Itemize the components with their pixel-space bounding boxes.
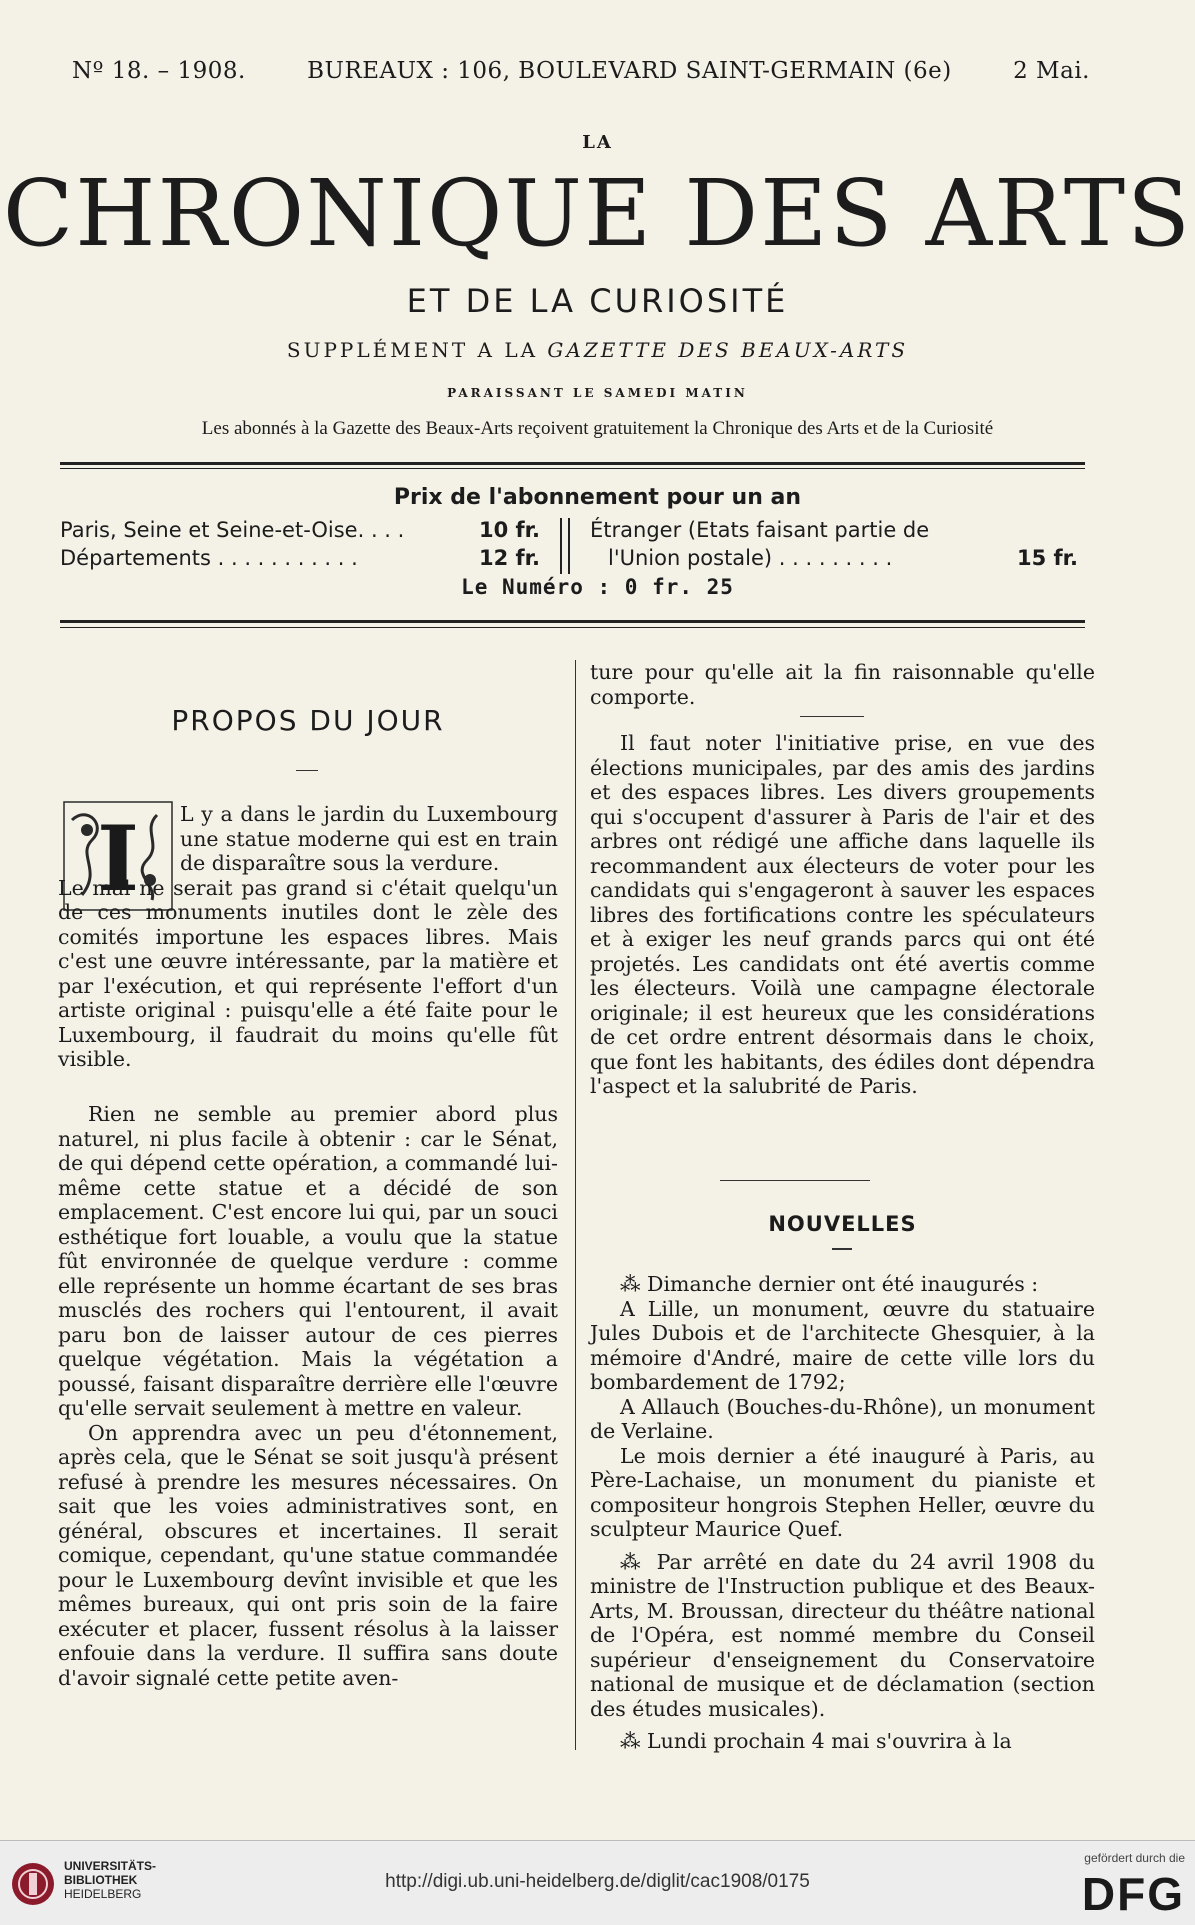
uni-line-3: HEIDELBERG [64,1887,142,1901]
heading-dash [296,770,318,771]
news-item-1a: A Lille, un monument, œuvre du statuaire Jules Dubois et de l'architecte Ghesquier, à la mémoire d'André, maire de cette ville lors du bombardement de 1792; [590,1296,1095,1394]
office-address: BUREAUX : 106, BOULEVARD SAINT-GERMAIN (6e) [307,58,952,84]
price-row-etranger [608,546,1078,570]
supplement-prefix: SUPPLÉMENT A LA [286,338,539,362]
schedule-line: PARAISSANT LE SAMEDI MATIN [447,386,748,400]
dfg-logo: DFG [1081,1868,1185,1920]
masthead-article: LA [582,132,613,153]
nouvelles-body [590,1272,1095,1754]
section-ornament-rule [720,1180,870,1181]
supplement-line [0,338,1195,362]
etranger-price: 15 fr. [1016,546,1078,570]
tagline: Les abonnés à la Gazette des Beaux-Arts reçoivent gratuitement la Chronique des Arts et de la Curiosité [201,418,994,439]
paris-price: 10 fr. [478,518,540,542]
drop-cap-letter: I [96,806,140,912]
source-url-link[interactable]: http://digi.ub.uni-heidelberg.de/diglit/cac1908/0175 [385,1871,810,1892]
funded-by-text: gefördert durch die [1084,1851,1185,1865]
masthead-title: CHRONIQUE DES ARTS [2,160,1193,267]
propos-p1-first: L y a dans le jardin du Luxembourg une statue moderne qui est en train de disparaître sous la verdure. [180,802,558,875]
supplement-title: GAZETTE DES BEAUX-ARTS [547,338,909,362]
header-line [72,58,1090,84]
numero-price: Le Numéro : 0 fr. 25 [461,575,734,599]
issue-date: 2 Mai. [1013,58,1090,84]
paris-label: Paris, Seine et Seine-et-Oise. . . . [60,518,405,542]
paragraph-separator [800,716,864,717]
digitization-footer [0,1840,1195,1925]
masthead-subtitle: ET DE LA CURIOSITÉ [406,282,789,320]
issue-number: Nº 18. – 1908. [72,58,246,84]
propos-paragraph-3: On apprendra avec un peu d'étonnement, après cela, que le Sénat se soit jusqu'à présent refusé à prendre les mesures nécessaires. On sait que les voies administratives sont, en général, obscures et incertaines. Il serait comique, cependant, qu'une statue commandée pour le Luxembourg devînt invisible et que les mêmes bureaux, qui ont pris soin de la faire exécuter et placer, fussent résolus à la laisser enfouie dans la verdure. Il suffira sans doute d'avoir signalé cette petite aven- [58,1420,558,1690]
news-item-3: ⁂ Lundi prochain 4 mai s'ouvrira à la [620,1729,1012,1753]
nouvelles-heading: NOUVELLES [768,1212,917,1236]
subscription-title: Prix de l'abonnement pour un an [393,485,802,510]
news-item-1c: Le mois dernier a été inauguré à Paris, au Père-Lachaise, un monument du pianiste et compositeur hongrois Stephen Heller, œuvre du sculpteur Maurice Quef. [590,1443,1095,1541]
news-item-1b: A Allauch (Bouches-du-Rhône), un monument de Verlaine. [590,1394,1095,1443]
price-row-departements [60,546,540,570]
propos-left-body [58,1102,558,1690]
etranger-label: l'Union postale) . . . . . . . . . [608,546,893,570]
price-separator [560,518,570,574]
departements-label: Départements . . . . . . . . . . . [60,546,358,570]
propos-p1-rest: Le mal ne serait pas grand si c'était quelqu'un de ces monuments inutiles dont le zèle des comités importune les espaces libres. Mais c'est une œuvre intéressante, par la matière et par l'exécution, et qui représente l'effort d'un artiste original : puisqu'elle a été faite pour le Luxembourg, il faudrait du moins qu'elle fût visible. [58,875,558,1071]
price-row-paris [60,518,540,542]
uni-line-2: BIBLIOTHEK [64,1873,138,1887]
propos-paragraph-4: Il faut noter l'initiative prise, en vue des élections municipales, par des amis des jardins et des espaces libres. Les divers groupements qui s'occupent d'assurer à Paris de l'air et des arbres ont rédigé une affiche dans laquelle ils recommandent aux électeurs de voter pour les candidats qui s'engageront à sauver les espaces libres des fortifications contre les spéculateurs et à exiger les neuf grands parcs qui ont été projetés. Les candidats ont été avertis comme les électeurs. Voilà une campagne électorale originale; il est heureux que les considérations de cet ordre entrent désormais dans le choix, que font les habitants, des édiles dont dépendra l'aspect et la salubrité de Paris. [590,731,1095,1098]
propos-paragraph-2: Rien ne semble au premier abord plus naturel, ni plus facile à obtenir : car le Sénat, de qui dépend cette opération, a commandé lui-même cette statue et a décidé de son emplacement. C'est encore lui qui, par un souci esthétique fort louable, a voulu que la statue fût environnée de quelque verdure : comme elle représente un homme écartant de ses bras musclés des rochers qui l'entourent, il avait paru bon de laisser autour de ces pierres quelque végétation. Mais la végétation a poussé, faisant disparaître derrière elle l'œuvre qu'elle servait seulement à mettre en valeur. [58,1102,558,1420]
departements-price: 12 fr. [478,546,540,570]
propos-continuation: ture pour qu'elle ait la fin raisonnable qu'elle comporte. [590,660,1095,709]
divider-rule-thin [60,627,1085,628]
propos-paragraph-1 [58,802,558,1072]
divider-rule [60,462,1085,465]
propos-heading: PROPOS DU JOUR [171,704,445,737]
divider-rule-thin [60,468,1085,469]
divider-rule [60,620,1085,623]
column-divider [575,660,576,1750]
propos-right-body [590,660,1095,1099]
uni-line-1: UNIVERSITÄTS- [64,1859,157,1873]
etranger-line1: Étranger (Etats faisant partie de [590,518,930,542]
news-item-2: ⁂ Par arrêté en date du 24 avril 1908 du ministre de l'Instruction publique et des Beaux-Arts, M. Broussan, directeur du théâtre national de l'Opéra, est nommé membre du Conseil supérieur d'enseignement du Conservatoire national de musique et de déclamation (section des études musicales). [590,1549,1095,1721]
news-item-1: ⁂ Dimanche dernier ont été inaugurés : [620,1272,1039,1296]
heading-dash [832,1248,852,1250]
